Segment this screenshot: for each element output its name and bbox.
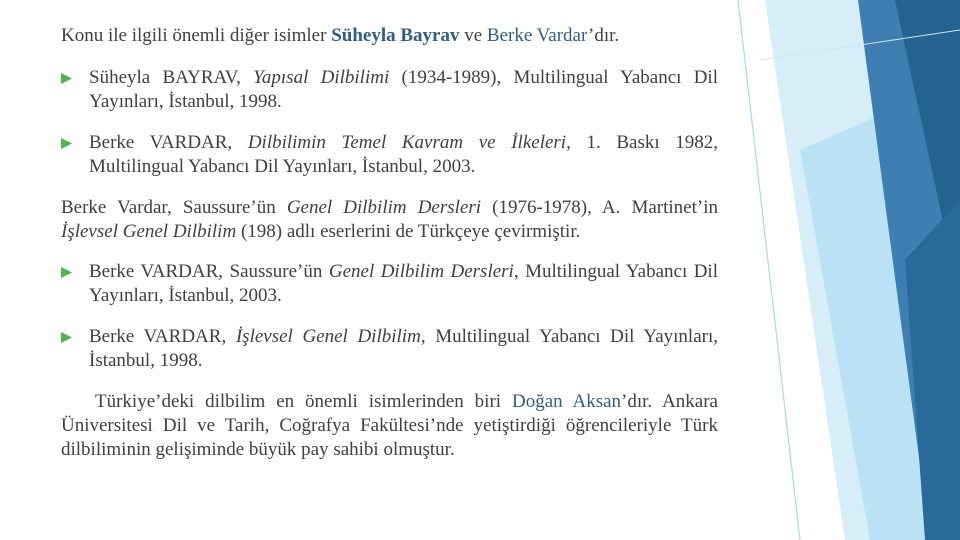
- book-title: İşlevsel Genel Dilbilim: [235, 326, 421, 347]
- list-item-text: , Multilingual Yabancı Dil Yayınları, İstanbul, 1998.: [89, 326, 718, 371]
- green-triangle-arrow-icon: [61, 267, 72, 278]
- dogan-aksan-paragraph: [61, 390, 718, 462]
- list-item: [61, 325, 718, 373]
- list-item-text: , Multilingual Yabancı Dil Yayınları, İstanbul, 2003.: [89, 261, 718, 306]
- book-title: Genel Dilbilim Dersleri: [328, 261, 514, 282]
- green-triangle-arrow-icon: [61, 73, 72, 84]
- intro-suffix: ’dır.: [588, 25, 620, 46]
- intro-text: Konu ile ilgili önemli diğer isimler: [61, 25, 332, 46]
- list-item: [61, 260, 718, 308]
- green-triangle-arrow-icon: [61, 332, 72, 343]
- highlighted-name-dogan-aksan: Doğan Aksan: [511, 391, 622, 412]
- slide-content: [61, 24, 718, 462]
- bibliography-list-1: [61, 66, 718, 179]
- paragraph-text: (1976-1978), A. Martinet’in: [481, 197, 718, 218]
- translations-paragraph: [61, 196, 718, 244]
- paragraph-text: ’dır. Ankara Üniversitesi Dil ve Tarih, Coğrafya Fakültesi’nde yetiştirdiği öğrencileriyle Türk dilbiliminin gelişiminde büyük pay sahibi olmuştur.: [61, 391, 718, 460]
- intro-connector: ve: [459, 25, 487, 46]
- intro-paragraph: [61, 24, 718, 48]
- paragraph-text: Türkiye’deki dilbilim en önemli isimlerinden biri: [95, 391, 512, 412]
- list-item-text: Berke VARDAR,: [89, 132, 248, 153]
- list-item-text: (1934-1989), Multilingual Yabancı Dil Yayınları, İstanbul, 1998.: [89, 67, 718, 112]
- list-item-text: Berke VARDAR, Saussure’ün: [89, 261, 329, 282]
- highlighted-name-berke-vardar: Berke Vardar: [486, 25, 589, 46]
- book-title: Yapısal Dilbilimi: [253, 67, 390, 88]
- bibliography-list-2: [61, 260, 718, 373]
- book-title: İşlevsel Genel Dilbilim: [61, 221, 237, 242]
- paragraph-text: Berke Vardar, Saussure’ün: [61, 197, 287, 218]
- list-item-text: Süheyla BAYRAV,: [89, 67, 254, 88]
- book-title: Genel Dilbilim Dersleri: [286, 197, 482, 218]
- green-triangle-arrow-icon: [61, 138, 72, 149]
- list-item-text: , 1. Baskı 1982, Multilingual Yabancı Dil Yayınları, İstanbul, 2003.: [89, 132, 718, 177]
- list-item-text: Berke VARDAR,: [89, 326, 236, 347]
- paragraph-text: (198) adlı eserlerini de Türkçeye çevirmiştir.: [236, 221, 581, 242]
- list-item: [61, 131, 718, 179]
- highlighted-name-suheyla-bayrav: Süheyla Bayrav: [331, 25, 460, 46]
- list-item: [61, 66, 718, 114]
- book-title: Dilbilimin Temel Kavram ve İlkeleri: [247, 132, 567, 153]
